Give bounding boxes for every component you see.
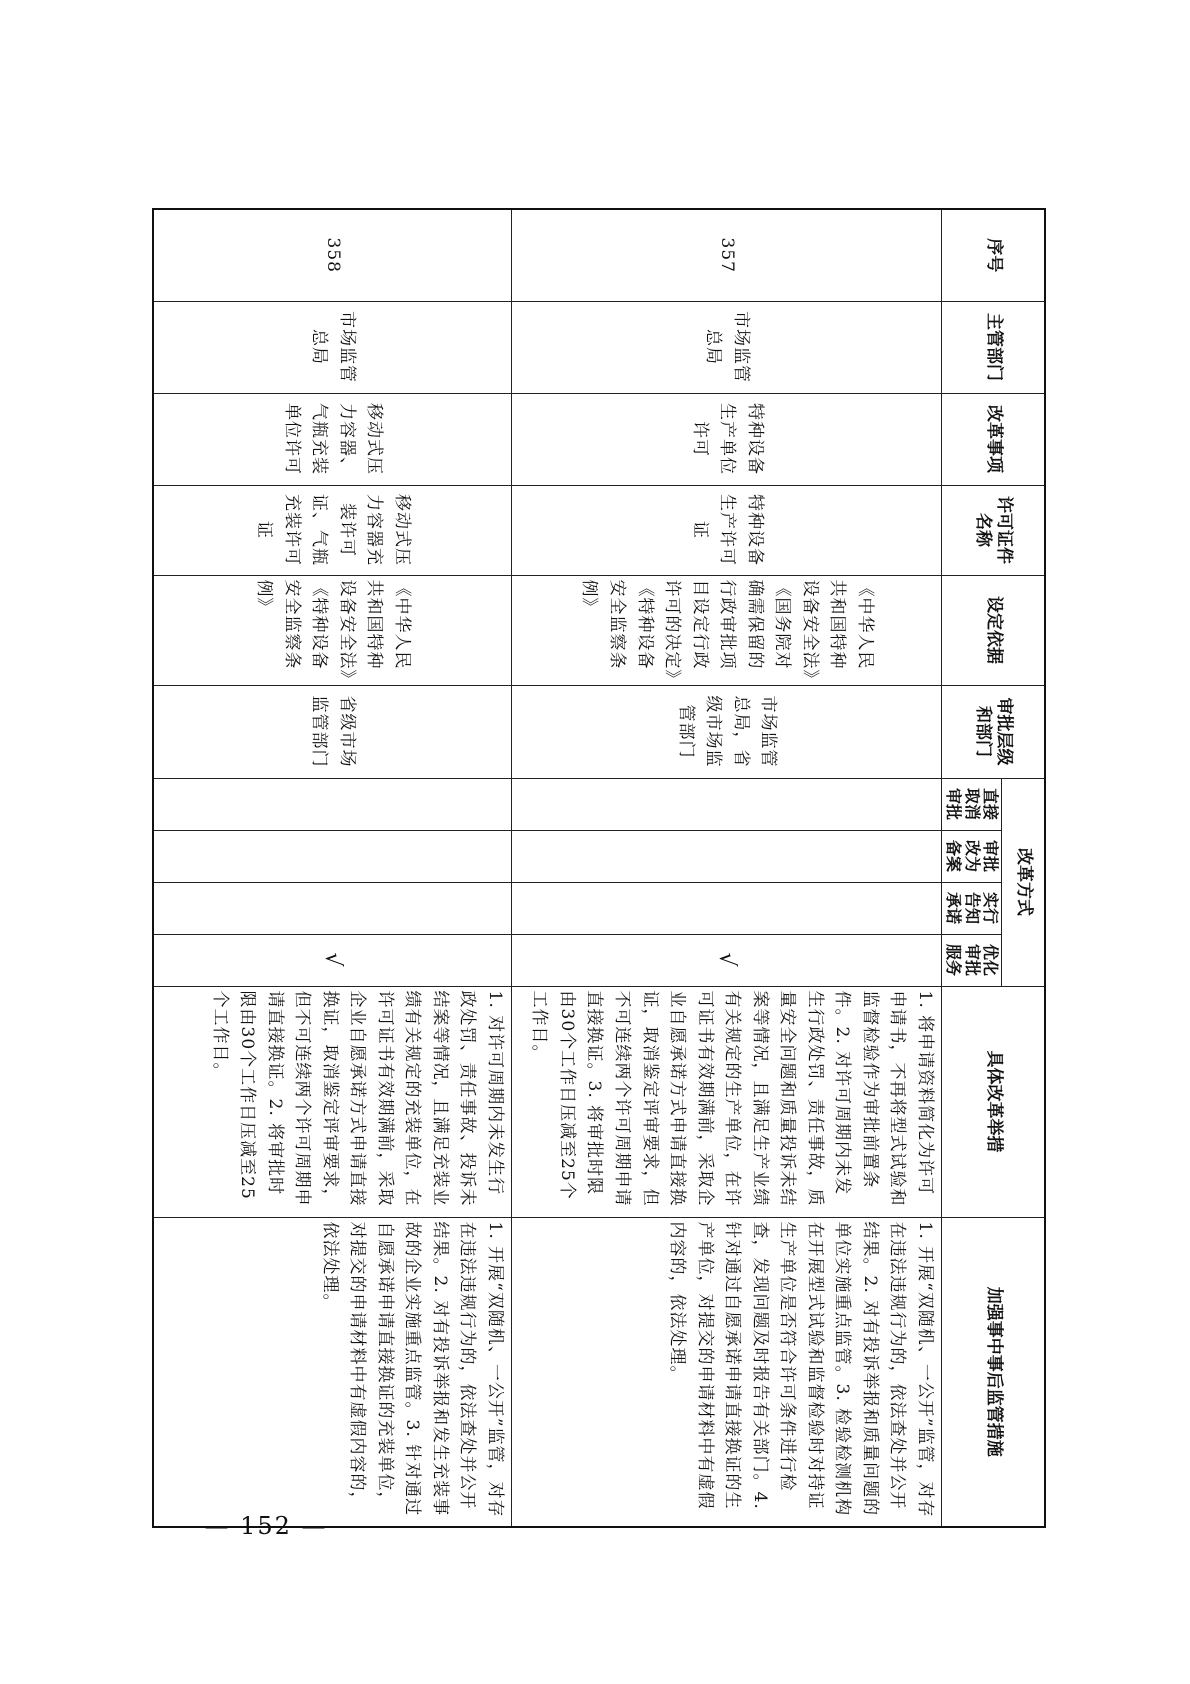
- cell-level: 省级市场监管部门: [153, 685, 511, 778]
- header-row-1: [1002, 209, 1046, 1527]
- cell-dept: 市场监管总局: [153, 301, 511, 393]
- header-measures: 具体改革举措: [941, 986, 1045, 1217]
- cell-supervision: 1. 开展“双随机、一公开”监管，对存在违法违规行为的，依法查处并公开结果。2. 对有投诉举报和发生充装事故的企业实施重点监管。3. 针对通过自愿承诺申请直接换证的充装单位，对提交的申请材料中有虚假内容的，依法处理。: [153, 1217, 511, 1527]
- reform-items-table: [152, 208, 1046, 1528]
- header-mode-cancel: 直接取消审批: [941, 778, 1001, 830]
- header-mode-group: 改革方式: [1002, 778, 1046, 986]
- cell-mode-optimize: √: [511, 934, 941, 986]
- cell-item: 移动式压力容器、气瓶充装单位许可: [153, 393, 511, 485]
- cell-seq: 357: [511, 209, 941, 301]
- cell-mode-filing: [153, 830, 511, 882]
- header-item: 改革事项: [941, 393, 1045, 485]
- cell-dept: 市场监管总局: [511, 301, 941, 393]
- cell-license: 移动式压力容器充装许可证、气瓶充装许可证: [153, 485, 511, 575]
- page-number: — 152 —: [204, 1512, 328, 1540]
- rotated-table-container: [152, 208, 1046, 1526]
- cell-level: 市场监管总局，省级市场监管部门: [511, 685, 941, 778]
- header-mode-filing: 审批改为备案: [941, 830, 1001, 882]
- cell-seq: 358: [153, 209, 511, 301]
- header-dept: 主管部门: [941, 301, 1045, 393]
- header-license: 许可证件名称: [941, 485, 1045, 575]
- cell-mode-commit: [153, 882, 511, 934]
- table-row: [511, 209, 941, 1527]
- cell-mode-cancel: [511, 778, 941, 830]
- header-level: 审批层级和部门: [941, 685, 1045, 778]
- cell-mode-optimize: √: [153, 934, 511, 986]
- cell-mode-commit: [511, 882, 941, 934]
- cell-basis: 《中华人民共和国特种设备安全法》《特种设备安全监察条例》: [153, 575, 511, 685]
- table-row: [153, 209, 511, 1527]
- cell-basis: 《中华人民共和国特种设备安全法》《国务院对确需保留的行政审批项目设定行政许可的决定》《特种设备安全监察条例》: [511, 575, 941, 685]
- cell-license: 特种设备生产许可证: [511, 485, 941, 575]
- header-supervision: 加强事中事后监管措施: [941, 1217, 1045, 1527]
- header-basis: 设定依据: [941, 575, 1045, 685]
- cell-mode-filing: [511, 830, 941, 882]
- header-mode-commit: 实行告知承诺: [941, 882, 1001, 934]
- header-seq: 序号: [941, 209, 1045, 301]
- cell-item: 特种设备生产单位许可: [511, 393, 941, 485]
- cell-measures: 1. 对许可周期内未发生行政处罚、责任事故、投诉未结案等情况，且满足充装业绩有关规定的充装单位，在许可证书有效期满前，采取企业自愿承诺方式申请直接换证，取消鉴定评审要求，但不可连续两个许可周期申请直接换证。2. 将审批时限由30个工作日压减至25个工作日。: [153, 986, 511, 1217]
- cell-mode-cancel: [153, 778, 511, 830]
- header-mode-optimize: 优化审批服务: [941, 934, 1001, 986]
- cell-supervision: 1. 开展“双随机、一公开”监管，对存在违法违规行为的，依法查处并公开结果。2. 对有投诉举报和质量问题的单位实施重点监管。3. 检验检测机构在开展型式试验和监督检验时对持证生产单位是否符合许可条件进行检查，发现问题及时报告有关部门。4. 针对通过自愿承诺申请直接换证的生产单位，对提交的申请材料中有虚假内容的，依法处理。: [511, 1217, 941, 1527]
- cell-measures: 1. 将申请资料简化为许可申请书，不再将型式试验和监督检验作为审批前置条件。2. 对许可周期内未发生行政处罚、责任事故，质量安全问题和质量投诉未结案等情况，且满足生产业绩有关规定的生产单位，在许可证书有效期满前，采取企业自愿承诺方式申请直接换证，取消鉴定评审要求，但不可连续两个许可周期申请直接换证。3. 将审批时限由30个工作日压减至25个工作日。: [511, 986, 941, 1217]
